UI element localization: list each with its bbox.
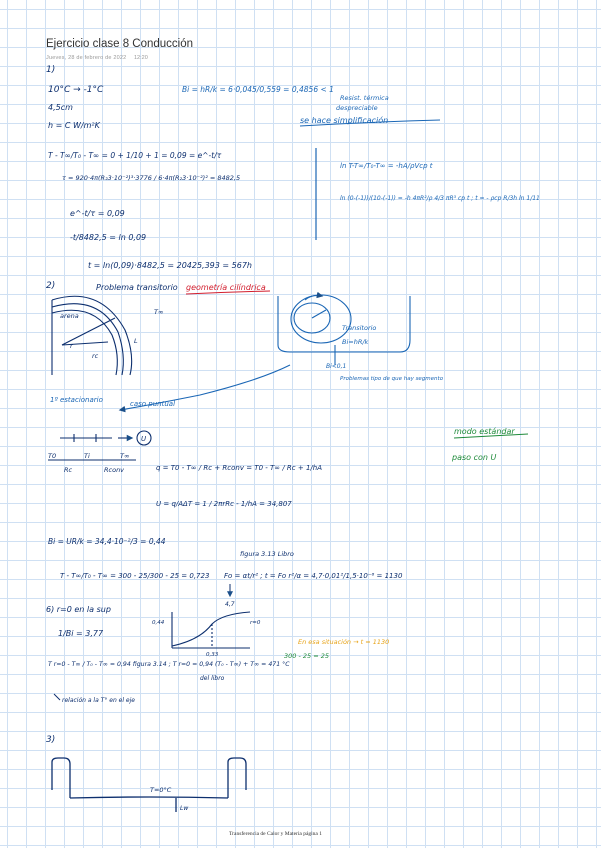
p2-geometry: geometría cilíndrica: [186, 283, 266, 292]
circuit-ti: Ti: [84, 452, 90, 460]
fo-equation: Fo = αt/r² ; t = Fo r²/α = 4,7·0,01²/1,5·10⁻⁶ = 1130: [224, 572, 403, 580]
ratio-equation: T - T∞/T₀ - T∞ = 300 - 25/300 - 25 = 0,723: [60, 572, 210, 580]
p1-side1: ln T-T∞/T₀-T∞ = -hA/ρVcp t: [340, 162, 433, 170]
p1-temps: 10°C → -1°C: [48, 85, 104, 95]
q-equation: q = T0 - T∞ / Rc + Rconv = T0 - T∞ / Rc + 1/hA: [156, 464, 322, 472]
p6-note: relación a la T° en el eje: [62, 697, 135, 704]
cylinder-diagram: [52, 296, 132, 375]
step1-caso: caso puntual: [130, 400, 176, 408]
p1-result: t = ln(0,09)·8482,5 = 20425,393 = 567h: [88, 261, 252, 270]
graph-y: 0,44: [152, 620, 165, 626]
fo-arrow-value: 4,7: [225, 601, 235, 608]
sketch-bi2: Bi<0,1: [326, 363, 347, 370]
green-note1: modo estándar: [454, 427, 515, 436]
circuit-u: U: [141, 435, 147, 443]
p1-bi-note3: se hace simplificación: [300, 116, 389, 125]
p1-log: -t/8482,5 = ln 0,09: [70, 233, 147, 242]
p1-tau: τ = 920·4π(R₂3·10⁻²)³·3776 / 6·4π(R₂3·10⁻²)² = 8482,5: [62, 174, 241, 182]
figure-ref: figura 3.13 Libro: [240, 550, 294, 558]
p3-temp: T=0°C: [150, 786, 172, 794]
p6-book: del libro: [200, 675, 225, 682]
orange-note: En esa situación → t = 1130: [298, 638, 390, 646]
p1-h: h = C W/m²K: [48, 121, 100, 130]
graph-x: 0,33: [206, 652, 219, 658]
page-footer: Transferencia de Calor y Materia página 1: [229, 831, 322, 837]
p2-label: 2): [46, 281, 56, 291]
green-note2: paso con U: [452, 453, 497, 462]
p1-ratio: T - T∞/T₀ - T∞ = 0 + 1/10 + 1 = 0,09 = e^-t/τ: [48, 151, 222, 160]
p1-biot: Bi = hR/k = 6·0,045/0,559 = 0,4856 < 1: [182, 85, 334, 94]
u-equation: U = q/AΔT = 1 / 2πrRc - 1/hA = 34,807: [156, 500, 292, 508]
diagram-tinf: T∞: [154, 308, 164, 316]
p1-label: 1): [46, 65, 56, 75]
p6-inv-bi: 1/Bi = 3,77: [58, 629, 104, 638]
p1-bi-note1: Resist. térmica: [340, 94, 389, 102]
p6-ratio: T r=0 - T∞ / T₀ - T∞ = 0,94 figura 3.14 ; T r=0 = 0,94 (T₀ - T∞) + T∞ = 471 °C: [48, 661, 290, 668]
p2-problem: Problema transitorio: [96, 283, 178, 292]
diagram-arena: arena: [60, 312, 79, 320]
diagram-l: L: [134, 337, 138, 345]
bi-equation: Bi = UR/k = 34,4·10⁻²/3 = 0,44: [48, 537, 166, 546]
p1-side2: ln (0-(-1))/(10-(-1)) = -h 4πR²/ρ 4/3 πR³ cp t ; t = - ρcp R/3h ln 1/11: [340, 195, 540, 202]
diagram-rc: rc: [92, 352, 99, 360]
sketch-note: Problemas tipo de que hay segmento: [340, 376, 444, 382]
circuit-tinf: T∞: [120, 452, 130, 460]
p3-lab: Lw: [180, 805, 189, 812]
diagram-r: r: [70, 342, 73, 350]
page-time: 12:20: [134, 55, 148, 61]
page-date: Jueves, 28 de febrero de 2022: [46, 55, 127, 61]
green-note3: 300 - 25 = 25: [284, 652, 330, 660]
circuit-t0: T0: [48, 452, 57, 460]
circuit-rc: Rc: [64, 466, 73, 474]
p6-label: 6) r=0 en la sup: [46, 605, 111, 614]
p1-exp: e^-t/τ = 0,09: [70, 209, 125, 218]
transient-sketch: [120, 295, 410, 410]
circuit-rconv: Rconv: [104, 466, 125, 474]
p6-graph: [172, 612, 250, 648]
graph-curve: r=0: [250, 620, 261, 626]
p3-label: 3): [46, 735, 56, 745]
p1-bi-note2: despreciable: [336, 104, 378, 112]
step1-label: 1º estacionario: [50, 396, 103, 404]
p1-radius: 4,5cm: [48, 103, 73, 112]
thermal-circuit: [48, 431, 151, 460]
p3-sketch: [52, 758, 246, 812]
page-title: Ejercicio clase 8 Conducción: [46, 38, 194, 50]
sketch-transitorio: Transitorio: [342, 324, 377, 332]
sketch-bi: Bi=hR/k: [342, 338, 369, 346]
